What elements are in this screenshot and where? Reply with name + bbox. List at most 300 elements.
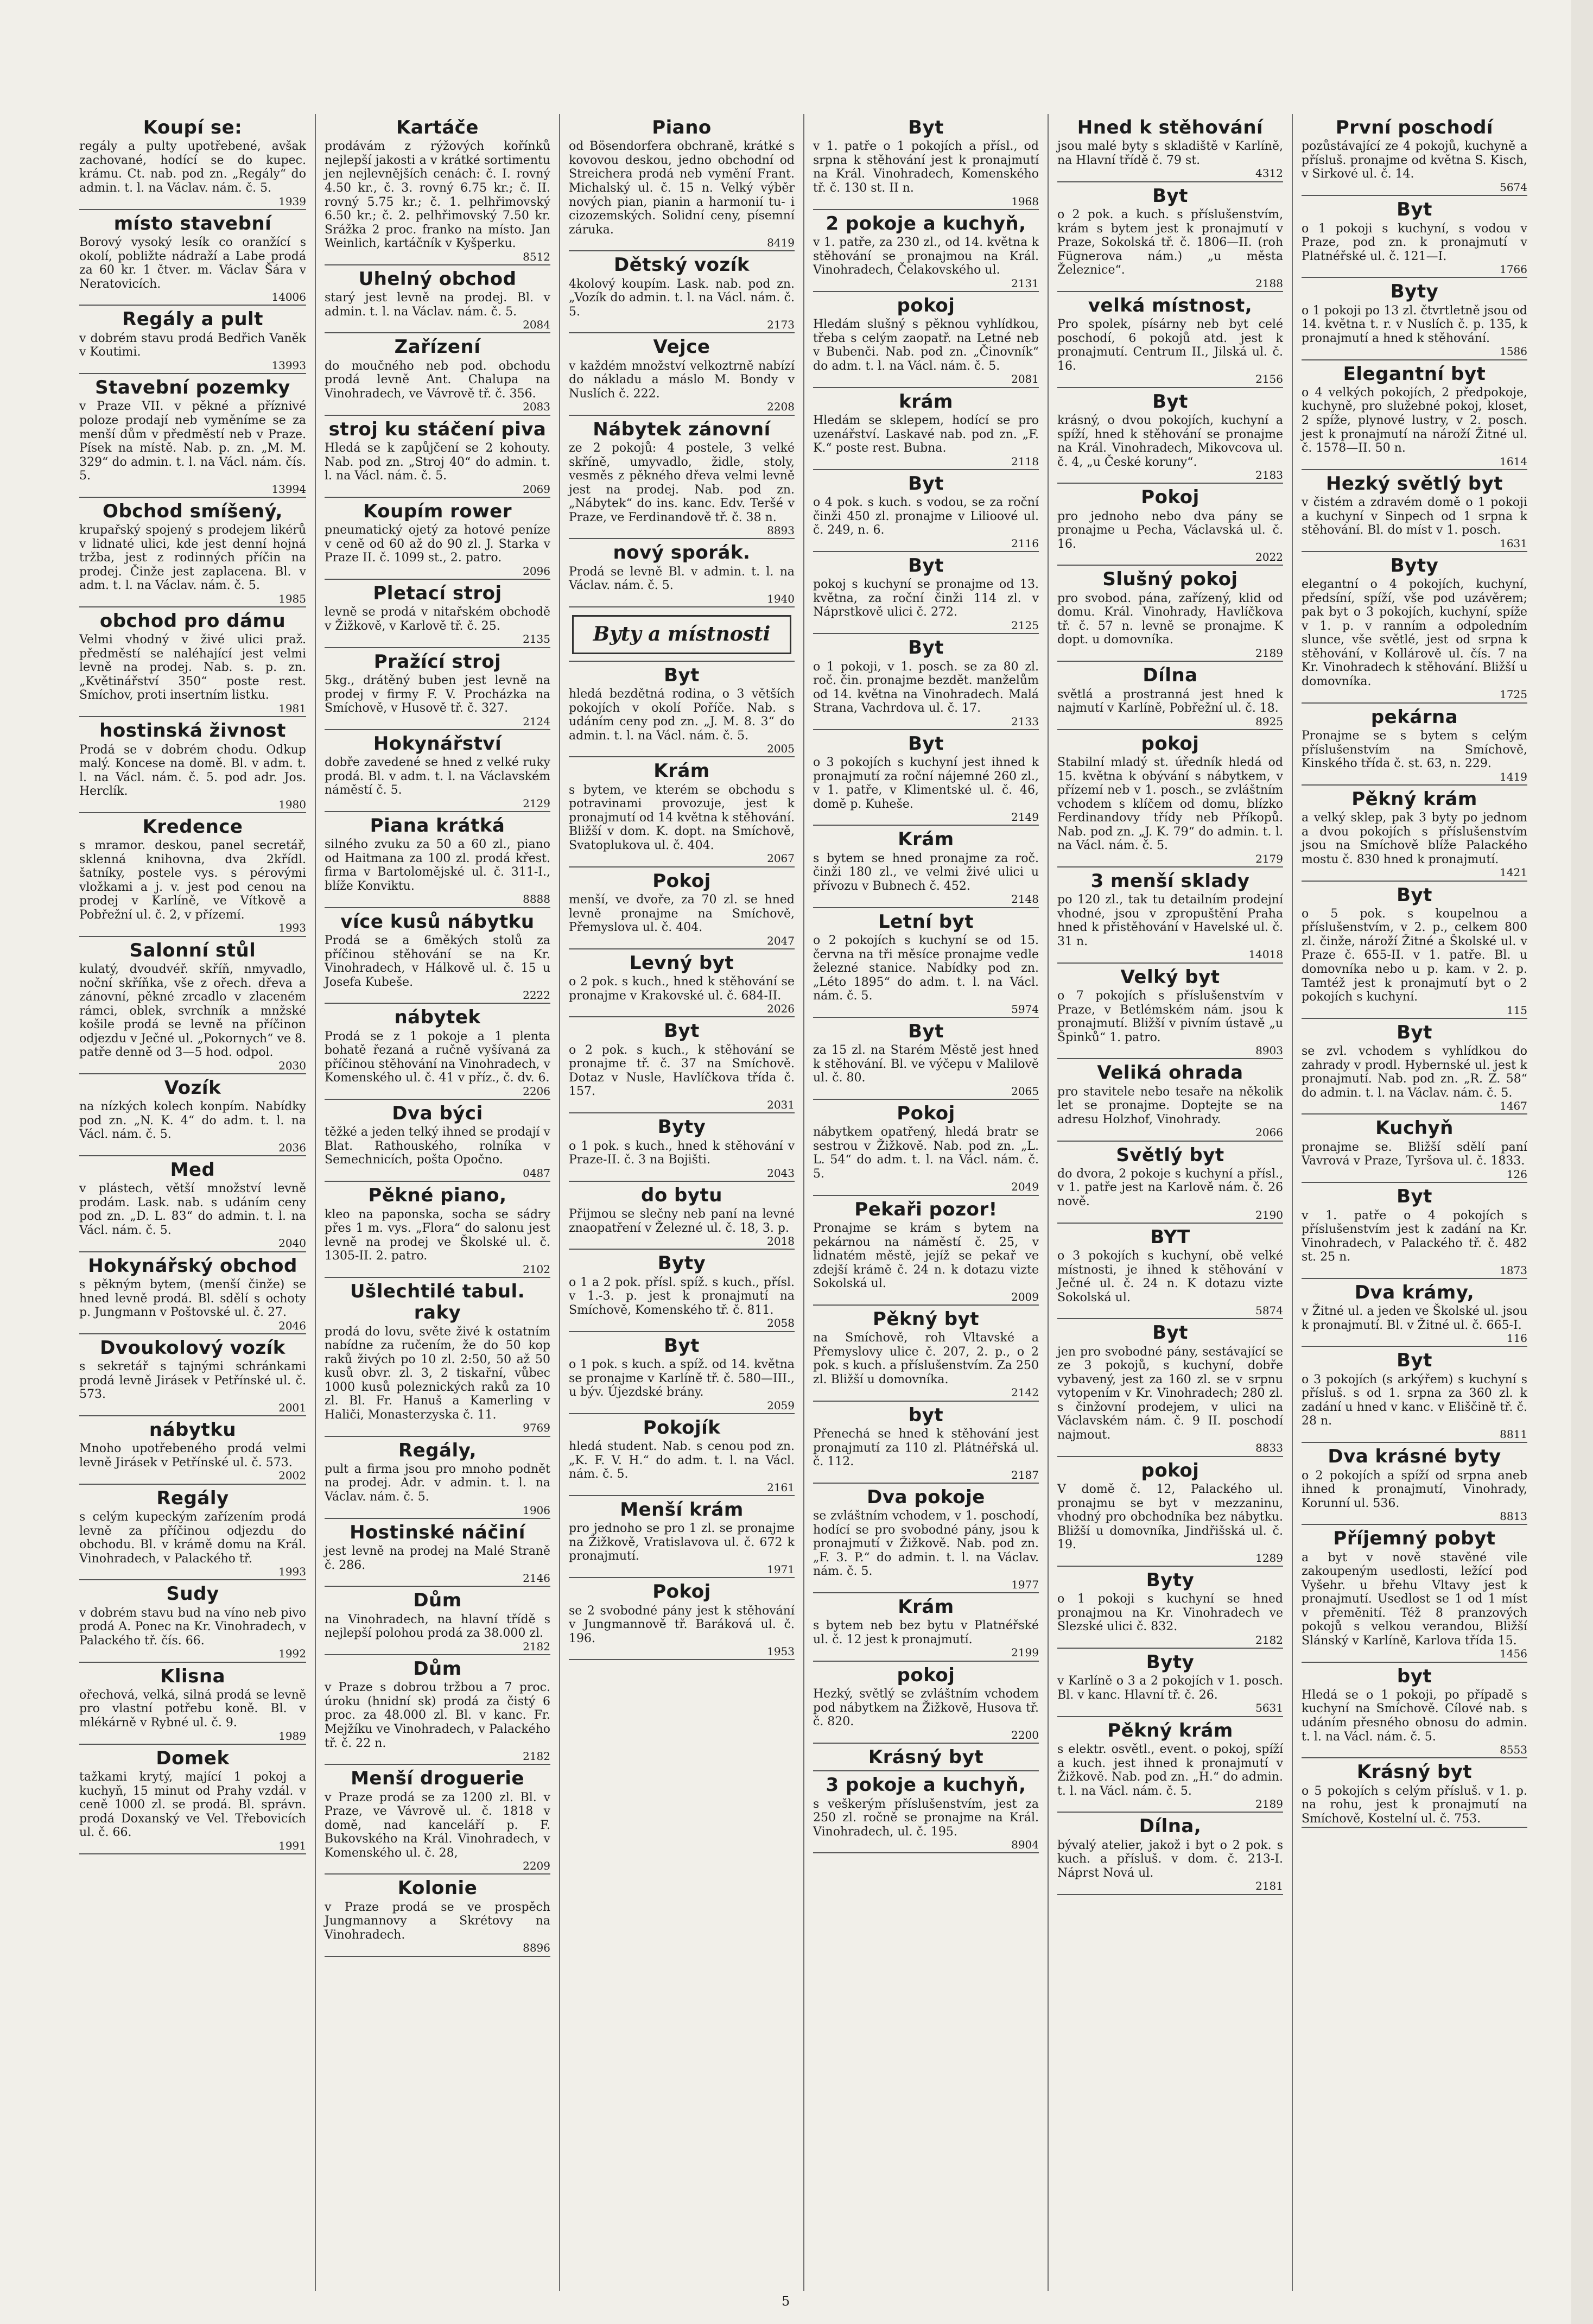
ad-body: o 2 pok. s kuch., hned k stěhování se pronajme v Krakovské ul. č. 684-II. [569, 975, 795, 1003]
ad-body: s celým kupeckým zařízením prodá levně za příčinou odjezdu do obchodu. Bl. v krámě domu na Král. Vinohradech, v Palackého tř. [79, 1510, 306, 1566]
ad-number: 1985 [278, 592, 306, 605]
ad-number: 1421 [1500, 866, 1527, 879]
ad-body: pro stavitele nebo tesaře na několik let se pronajme. Doptejte se na adresu Holzhof, Vinohrady. [1057, 1085, 1283, 1126]
ad-body: na Vinohradech, na hlavní třídě s nejlepší polohou prodá za 38.000 zl. [325, 1612, 550, 1641]
ad-heading: Byt [664, 664, 700, 686]
ad-heading: Levný byt [629, 952, 734, 974]
ad-number: 1419 [1500, 770, 1527, 783]
classified-ad [1057, 867, 1283, 964]
ad-number: 8811 [1500, 1427, 1527, 1441]
classified-ad [325, 1100, 550, 1182]
ad-heading: pokoj [1141, 732, 1199, 755]
ad-number: 1467 [1500, 1099, 1527, 1113]
classified-ad [325, 1519, 550, 1587]
ad-heading: Příjemný pobyt [1333, 1528, 1496, 1550]
ad-body: Přenechá se hned k stěhování jest pronajmutí za 110 zl. Plátnéřská ul. č. 112. [813, 1427, 1039, 1469]
column-3 [559, 114, 803, 2291]
ad-heading: Dva krámy, [1354, 1281, 1475, 1303]
classified-ad [569, 662, 795, 758]
ad-number: 8419 [767, 236, 795, 250]
ad-heading: První poschodí [1335, 117, 1494, 138]
ad-heading: Byt [1397, 884, 1432, 906]
ad-heading: Regály, [398, 1439, 477, 1461]
ad-body: kulatý, dvoudvéř. skříň, nmyvadlo, noční skříňka, vše z ořech. dřeva a zánovní, pěkné zrcadlo v zlaceném rámci, oblek, svrchník a mnžské košile prodá se levně na příčinon odjezdu v Ječné ul. „Pokornych“ ve 8. patře denně od 3—5 hod. odpol. [79, 962, 306, 1060]
ad-number: 2199 [1011, 1646, 1039, 1660]
ad-number: 2190 [1255, 1208, 1283, 1221]
classified-ad [1057, 182, 1283, 292]
classified-ad [569, 1578, 795, 1660]
ad-heading: Dům [413, 1590, 462, 1612]
classified-ad [1057, 388, 1283, 484]
classified-ad [569, 333, 795, 415]
ad-heading: Pěkné piano, [368, 1185, 507, 1207]
ad-heading: BYT [1150, 1226, 1190, 1248]
ad-heading: Byty [657, 1252, 706, 1275]
ad-heading: Regály [156, 1487, 229, 1509]
ad-heading: do bytu [641, 1184, 722, 1206]
ad-number: 14018 [1248, 948, 1283, 961]
ad-body: v Karlíně o 3 a 2 pokojích v 1. posch. Bl. v kanc. Hlavní tř. č. 26. [1057, 1674, 1283, 1702]
ad-number: 2116 [1011, 536, 1039, 550]
ad-body: na nízkých kolech konpím. Nabídky pod zn. „N. K. 4“ do adm. t. l. na Václ. nám. č. 5. [79, 1100, 306, 1142]
ad-number: 2149 [1011, 810, 1039, 824]
ad-body: se zvláštním vchodem, v 1. poschodí, hodící se pro svobodné pány, jsou k pronajmutí v Žižkově. Nab. pod zn. „F. 3. P.“ do admin. t. l. na Václav. nám. č. 5. [813, 1509, 1039, 1579]
ad-body: ořechová, velká, silná prodá se levně pro vlastní potřebu koně. Bl. v mlékárně v Rybné ul. č. 9. [79, 1688, 306, 1730]
ad-body: s bytem, ve kterém se obchodu s potravinami provozuje, jest k pronajmutí od 14 května k stěhování. Bližší v dom. K. dopt. na Smíchově, Svatoplukova ul. č. 404. [569, 783, 795, 852]
ad-number: 2096 [523, 564, 550, 578]
classified-ad [325, 333, 550, 415]
ad-heading: Uhelný obchod [358, 268, 517, 290]
classified-ad [569, 1113, 795, 1182]
ad-number: 2084 [523, 318, 550, 332]
ad-number: 1725 [1500, 688, 1527, 701]
ad-body: o 2 pok. a kuch. s příslušenstvím, krám s bytem jest k pronajmutí v Praze, Sokolská tř. č. 1806—II. (roh Fügnerova nám.) „u města Železnice“. [1057, 208, 1283, 277]
ad-number: 1991 [278, 1839, 306, 1852]
ad-number: 1614 [1500, 454, 1527, 468]
classified-ad [1302, 882, 1527, 1019]
ad-body: Pronajme se s bytem s celým příslušenstvím na Smíchově, Kinského třída č. st. 63, n. 229. [1302, 729, 1527, 771]
classified-ad [1302, 1347, 1527, 1443]
ad-body: a byt v nově stavěné vile zakoupeným usedlosti, ležící pod Vyšehr. u břehu Vltavy jest k pronajmutí. Usedlost se 1 od 1 míst v přeměnití. Též 8 pranzových pokojů s velkou verandou, Bližší Slánský v Karlíně, Karlova třída 15. [1302, 1550, 1527, 1648]
ad-body: pro svobod. pána, zařízený, klid od domu. Král. Vinohrady, Havlíčkova tř. č. 57 n. levně se pronajme. K dopt. u domovníka. [1057, 591, 1283, 647]
ad-number: 2182 [1255, 1633, 1283, 1647]
ad-heading: Obchod smíšený, [103, 500, 283, 522]
column-5 [1048, 114, 1292, 2291]
classified-ad [79, 114, 306, 210]
classified-ad [79, 937, 306, 1074]
ad-body: s sekretář s tajnými schránkami prodá levně Jirásek v Petřínské ul. č. 573. [79, 1360, 306, 1402]
ad-body: v 1. patře o 1 pokojích a přísl., od srpna k stěhování jest k pronajmutí na Král. Vinohradech, Komenského tř. č. 130 st. II n. [813, 140, 1039, 195]
classified-ad [569, 1332, 795, 1414]
ad-number: 0487 [523, 1166, 550, 1180]
ad-heading: krám [899, 390, 953, 413]
ad-heading: Krám [898, 828, 954, 851]
ad-heading: Byt [908, 637, 944, 659]
ad-number: 1981 [278, 701, 306, 715]
ad-number: 2133 [1011, 714, 1039, 728]
ad-number: 2135 [523, 632, 550, 646]
ad-number: 1873 [1500, 1263, 1527, 1277]
column-4 [803, 114, 1048, 2291]
ad-number: 2049 [1011, 1180, 1039, 1194]
classified-ad [1057, 292, 1283, 388]
ad-heading: Hned k stěhování [1077, 117, 1264, 138]
ad-heading: Ušlechtilé tabul. raky [350, 1280, 525, 1324]
ad-body: na Smíchově, roh Vltavské a Přemyslovy ulice č. 207, 2. p., o 2 pok. s kuch. a příslušenstvím. Za 250 zl. Bližší u domovníka. [813, 1331, 1039, 1386]
ad-number: 2173 [767, 318, 795, 332]
ad-body: o 1 pokoji s kuchyní se hned pronajmou na Kr. Vinohradech ve Slezské ulici č. 832. [1057, 1592, 1283, 1634]
ad-heading: Byt [1397, 1186, 1432, 1208]
ad-heading: Byty [657, 1116, 706, 1138]
ad-body: v Praze VII. v pěkné a příznivé poloze prodají neb vyměníme se za menší dům v předměstí neb v Praze. Písek na místě. Nab. p. zn. „M. M. 329“ do admin. t. l. na Václ. nám. čís. 5. [79, 400, 306, 483]
ad-number: 2124 [523, 714, 550, 728]
column-2 [315, 114, 559, 2291]
ad-body: Hledám slušný s pěknou vyhlídkou, třeba s celým zaopatř. na Letné neb v Bubenči. Nab. pod zn. „Činovník“ do adm. t. l. na Václ. nám. č. 5. [813, 318, 1039, 373]
ad-heading: Vozík [164, 1076, 221, 1099]
classified-ad [1302, 278, 1527, 360]
ad-number: 2182 [523, 1639, 550, 1653]
classified-ad [325, 730, 550, 812]
classified-ad [79, 498, 306, 607]
ad-body: menší, ve dvoře, za 70 zl. se hned levně pronajme na Smíchově, Přemyslova ul. č. 404. [569, 893, 795, 935]
ad-number: 1906 [523, 1503, 550, 1517]
classified-ad [569, 539, 795, 607]
ad-body: za 15 zl. na Starém Městě jest hned k stěhování. Bl. ve výčepu v Malilově ul. č. 80. [813, 1043, 1039, 1085]
ad-heading: Menší krám [620, 1498, 744, 1521]
classified-ad [1057, 1224, 1283, 1320]
ad-number: 13994 [271, 482, 306, 496]
classified-ad [1057, 1142, 1283, 1224]
ad-number: 8553 [1500, 1743, 1527, 1757]
ad-body: pro jednoho nebo dva pány se pronajme u Pecha, Václavská ul. č. 16. [1057, 509, 1283, 551]
ad-heading: pekárna [1370, 706, 1458, 728]
ad-number: 2081 [1011, 372, 1039, 386]
classified-ad [1057, 1319, 1283, 1457]
ad-body: s bytem neb bez bytu v Platnéřské ul. č. 12 jest k pronajmutí. [813, 1619, 1039, 1647]
classified-ad [325, 1437, 550, 1519]
ad-body: hledá student. Nab. s cenou pod zn. „K. F. V. H.“ do adm. t. l. na Václ. nám. č. 5. [569, 1440, 795, 1481]
ad-number: 2065 [1011, 1084, 1039, 1098]
ad-number: 2046 [278, 1319, 306, 1332]
ad-body: o 1 pokoji s kuchyní, s vodou v Praze, pod zn. k pronajmutí v Platnéřské ul. č. 121—I. [1302, 221, 1527, 263]
classified-ad [325, 1587, 550, 1655]
ad-body: 5kg., drátěný buben jest levně na prodej v firmy F. V. Procházka na Smíchově, v Husově tř. č. 327. [325, 674, 550, 715]
classified-ad [1057, 566, 1283, 662]
ad-number: 8893 [767, 524, 795, 537]
ad-number: 2208 [767, 400, 795, 414]
ad-heading: pokoj [897, 1664, 955, 1686]
ad-body: v 1. patře, za 230 zl., od 14. května k stěhování se pronajmou na Král. Vinohradech, Čelakovského ul. [813, 236, 1039, 277]
classified-ad [1302, 1758, 1527, 1828]
ad-heading: Hokynářský obchod [88, 1255, 297, 1277]
ad-heading: Hostinské náčiní [350, 1521, 525, 1543]
classified-ad [813, 634, 1039, 730]
classified-ad [1057, 1649, 1283, 1717]
classified-ad [813, 470, 1039, 552]
ad-heading: Pokoj [652, 1581, 711, 1603]
classified-ad [325, 1004, 550, 1100]
ad-number: 1940 [767, 592, 795, 605]
ad-heading: byt [1397, 1665, 1432, 1687]
classified-ad [325, 265, 550, 334]
ad-number: 2001 [278, 1401, 306, 1414]
classified-ad [569, 607, 795, 662]
ad-body: po 120 zl., tak tu detailním prodejní vhodné, jsou v zpropuštění Praha hned k přistěhování v Havelské ul. č. 31 n. [1057, 893, 1283, 948]
ad-number: 2026 [767, 1002, 795, 1016]
ad-body: o 3 pokojích (s arkýřem) s kuchyní s přísluš. s od 1. srpna za 360 zl. k zadání u hned v kanc. v Eliščině tř. č. 28 n. [1302, 1372, 1527, 1428]
ad-body: dobře zavedené se hned z velké ruky prodá. Bl. v adm. t. l. na Václavském náměstí č. 5. [325, 756, 550, 797]
classified-ad [813, 826, 1039, 908]
ad-body: světlá a prostranná jest hned k najmutí v Karlíně, Pobřežní ul. č. 18. [1057, 687, 1283, 715]
ad-number: 116 [1506, 1332, 1527, 1345]
ad-number: 1992 [278, 1647, 306, 1661]
classified-ad [1302, 1183, 1527, 1279]
ad-heading: Dílna [1143, 664, 1198, 687]
ad-number: 2189 [1255, 1797, 1283, 1811]
classified-ad [1302, 786, 1527, 882]
classified-ad [79, 1156, 306, 1252]
ad-body: pneumatický ojetý za hotové peníze v ceně od 60 až do 90 zl. J. Starka v Praze II. č. 1099 st., 2. patro. [325, 523, 550, 565]
ad-number: 2206 [523, 1084, 550, 1098]
ad-heading: Dva krásné byty [1328, 1446, 1501, 1468]
ad-heading: nový sporák. [613, 542, 751, 564]
ad-number: 2047 [767, 934, 795, 947]
ad-heading: Pletací stroj [373, 582, 502, 604]
ad-body: Prodá se levně Bl. v admin. t. l. na Václav. nám. č. 5. [569, 565, 795, 593]
ad-body: s pěkným bytem, (menší činže) se hned levně prodá. Bl. sdělí s ochoty p. Jungmann v Poštovské ul. č. 27. [79, 1278, 306, 1320]
classified-ad [569, 867, 795, 949]
ad-body: v dobrém stavu prodá Bedřich Vaněk v Koutimi. [79, 331, 306, 359]
ad-heading: Byt [908, 472, 944, 495]
ad-heading: Byt [1152, 390, 1188, 413]
ad-number: 5674 [1500, 180, 1527, 194]
ad-number: 5631 [1255, 1701, 1283, 1715]
classified-ad [325, 1875, 550, 1956]
ad-body: o 5 pok. s koupelnou a příslušenstvím, v 2. p., celkem 800 zl. činže, nároží Žitné a Školské ul. v Praze č. 655-II. v 1. patře. Bl. u domovníka nebo u p. kam. v 2. p. Tamtéž jest k pronajmutí byt o 2 pokojích s kuchyní. [1302, 907, 1527, 1004]
ad-heading: Pěkný krám [1351, 788, 1477, 810]
ad-body: pozůstávající ze 4 pokojů, kuchyně a přísluš. pronajme od května S. Kisch, v Sirkové ul. č. 14. [1302, 140, 1527, 181]
ad-heading: 3 pokoje a kuchyň, [826, 1774, 1026, 1796]
ad-body: v plástech, větší množství levně prodám. Lask. nab. s udáním ceny pod zn. „D. L. 83“ do admin. t. l. na Václ. nám. č. 5. [79, 1182, 306, 1237]
classified-ad [1302, 1019, 1527, 1115]
ad-heading: Hezký světlý byt [1325, 472, 1503, 495]
ad-number: 2183 [1255, 468, 1283, 482]
ad-number: 2188 [1255, 276, 1283, 290]
ad-number: 8903 [1255, 1044, 1283, 1057]
ad-heading: Koupím rower [363, 500, 512, 522]
ad-heading: Pokoj [897, 1102, 955, 1124]
classified-ad [325, 416, 550, 498]
ad-number: 9769 [523, 1421, 550, 1435]
ad-number: 5874 [1255, 1304, 1283, 1318]
ad-body: Hledá se k zapůjčení se 2 kohouty. Nab. pod zn. „Stroj 40“ do admin. t. l. na Václ. nám. č. 5. [325, 441, 550, 483]
classified-ad [569, 251, 795, 333]
classified-ad [813, 1196, 1039, 1306]
ad-body: v Praze s dobrou tržbou a 7 proc. úroku (hnidní sk) prodá za čistý 6 proc. za 48.000 zl. Bl. v kanc. Fr. Mejžíku ve Vinohradech, v Palackého tř. č. 22 n. [325, 1681, 550, 1750]
ad-body: prodá do lovu, světe živé k ostatním nabídne za ručením, že do 50 kop raků živých po 10 zl. 2:50, 50 až 50 kusů obvr. zl. 3, 2 tiskařní, vůbec 1000 kusů poleznických raků za 10 zl. Bl. Fr. Hanuš a Kamerling v Haliči, Monasterzyska č. 11. [325, 1325, 550, 1422]
ad-heading: Byt [908, 117, 944, 138]
ad-number: 1631 [1500, 536, 1527, 550]
classified-ad [1302, 1443, 1527, 1525]
classified-ad [325, 580, 550, 648]
ad-number: 2161 [767, 1480, 795, 1494]
ad-body: pronajme se. Bližší sdělí paní Vavrová v Praze, Tyršova ul. č. 1833. [1302, 1140, 1527, 1168]
ad-body: o 2 pok. s kuch., k stěhování se pronajme tř. č. 37 na Smíchově. Dotaz v Nusle, Havlíčkova třída č. 157. [569, 1043, 795, 1099]
ad-body: nábytkem opatřený, hledá bratr se sestrou v Žižkově. Nab. pod zn. „L. L. 54“ do adm. t. l. na Václ. nám. č. 5. [813, 1125, 1039, 1181]
ad-body: o 1 pokoji po 13 zl. čtvrtletně jsou od 14. května t. r. v Nuslích č. p. 135, k pronajmutí a hned k stěhování. [1302, 303, 1527, 345]
ad-heading: Byty [1390, 554, 1439, 577]
ad-number: 2002 [278, 1469, 306, 1483]
ad-heading: Byty [1146, 1651, 1195, 1673]
ad-heading: Kredence [142, 815, 243, 838]
ad-heading: pokoj [897, 294, 955, 316]
ad-body: Stabilní mladý st. úředník hledá od 15. května k obývání s nábytkem, v přízemí neb v 1. posch., se zvláštním vchodem s klíčem od domu, blízko Ferdinandovy třídy neb Příkopů. Nab. pod zn. „J. K. 79“ do admin. t. l. na Václ. nám. č. 5. [1057, 756, 1283, 853]
ad-body: Prodá se a 6měkých stolů za příčinou stěhování se na Kr. Vinohradech, v Hálkově ul. č. 15 u Josefa Kubeše. [325, 934, 550, 989]
ad-body: ze 2 pokojů: 4 postele, 3 velké skříně, umyvadlo, židle, stoly, vesměs z pěkného dřeva velmi levně jest na prodej. Nab. pod zn. „Nábytek“ do ins. kanc. Edv. Teršé v Praze, ve Ferdinandově tř. č. 38 n. [569, 441, 795, 524]
classified-ad [1057, 484, 1283, 566]
ad-heading: Byt [908, 1020, 944, 1042]
ad-body: Pro spolek, písárny neb byt celé poschodí, 6 pokojů atd. jest k pronajmutí. Centrum II., Jilská ul. č. 16. [1057, 318, 1283, 373]
ad-body: o 5 pokojích s celým přísluš. v 1. p. na rohu, jest k pronajmutí na Smíchově, Kostelní ul. č. 753. [1302, 1784, 1527, 1826]
ad-number: 1971 [767, 1562, 795, 1576]
ad-heading: Byty [1146, 1569, 1195, 1591]
ad-body: Mnoho upotřebeného prodá velmi levně Jirásek v Petřínské ul. č. 573. [79, 1442, 306, 1470]
ad-number: 2179 [1255, 852, 1283, 865]
ad-body: se zvl. vchodem s vyhlídkou do zahrady v prodl. Hybernské ul. jest k pronajmutí. Nab. pod zn. „R. Z. 58“ do admin. t. l. na Václav. nám. č. 5. [1302, 1044, 1527, 1100]
ad-body: a velký sklep, pak 3 byty po jednom a dvou pokojích s příslušenstvím jsou na Smíchově blíže Palackého mostu č. 830 hned k pronajmutí. [1302, 811, 1527, 866]
ad-heading: Krásný byt [868, 1746, 984, 1768]
ad-heading: Byty [1390, 281, 1439, 303]
classified-ad [79, 1334, 306, 1416]
classified-ad [813, 1662, 1039, 1744]
ad-body: s mramor. deskou, panel secretář, sklenná knihovna, dva 2křídl. šatníky, postele vys. s pérovými vložkami a j. v. jest pod cenou na prodej v Karlíně, ve Vítkově a Pobřežní ul. č. 2, v přízemí. [79, 839, 306, 922]
ad-number: 1989 [278, 1729, 306, 1743]
ad-body: prodávám z rýžových kořínků nejlepší jakosti a v krátké sortimentu jen nejlevnějších cenách: č. I. rovný 4.50 kr., č. 3. rovný 6.75 kr.; č. II. rovný 5.75 kr.; č. 1. pelhřimovský 6.50 kr.; č. 2. pelhřimovský 7.50 kr. Srážka 2 proc. franko na místo. Jan Weinlich, kartáčník v Kyšperku. [325, 140, 550, 251]
ad-heading: Byt [664, 1020, 700, 1042]
ad-body: pro jednoho se pro 1 zl. se pronajme na Žižkově, Vratislavova ul. č. 672 k pronajmutí. [569, 1522, 795, 1563]
section-banner: Byty a místnosti [572, 615, 791, 654]
classified-ad [813, 1771, 1039, 1853]
ad-body: Pronajme se krám s bytem na pekárnou na náměstí č. 25, v lidnatém městě, jejíž se pekař ve zdejší krámě č. 24 n. k dotazu vizte Sokolská ul. [813, 1221, 1039, 1291]
classified-ad [325, 1278, 550, 1437]
classified-ad [1302, 470, 1527, 552]
classified-ad [569, 416, 795, 540]
ad-heading: velká místnost, [1088, 294, 1253, 316]
ad-heading: Byt [1152, 185, 1188, 207]
ad-body: o 4 pok. s kuch. s vodou, se za roční činži 450 zl. pronajme v Lilioové ul. č. 249, n. 6. [813, 496, 1039, 537]
ad-heading: Byt [908, 554, 944, 577]
ad-body: jsou malé byty s skladiště v Karlíně, na Hlavní třídě č. 79 st. [1057, 140, 1283, 167]
ad-body: s veškerým příslušenstvím, jest za 250 zl. ročně se pronajme na Král. Vinohradech, ul. č. 195. [813, 1797, 1039, 1839]
ad-number: 126 [1506, 1167, 1527, 1181]
ad-body: kleo na paponska, socha se sádry přes 1 m. vys. „Flora“ do salonu jest levně na prodej ve Školské ul. č. 1305-II. 2. patro. [325, 1207, 550, 1263]
ad-heading: Sudy [166, 1583, 219, 1605]
ad-heading: Dvoukolový vozík [100, 1337, 285, 1359]
classified-ad [325, 908, 550, 1004]
classified-ad [79, 813, 306, 937]
classified-ad [1302, 196, 1527, 278]
ad-number: 2131 [1011, 276, 1039, 290]
ad-number: 2058 [767, 1316, 795, 1330]
ad-body: o 2 pokojích s kuchyní se od 15. června na tři měsíce pronajme vedle železné stanice. Nabídky pod zn. „Léto 1895“ do adm. t. l. na Václ. nám. č. 5. [813, 934, 1039, 1003]
ad-heading: Salonní stůl [129, 939, 256, 961]
ad-heading: Piano [652, 117, 712, 138]
ad-number: 14006 [271, 290, 306, 304]
ad-number: 1977 [1011, 1578, 1039, 1591]
ad-body: Hezký, světlý se zvláštním vchodem pod nábytkem na Žižkově, Husova tř. č. 820. [813, 1687, 1039, 1729]
ad-body: hledá bezdětná rodina, o 3 větších pokojích v okolí Poříče. Nab. s udáním ceny pod zn. „J. M. 8. 3“ do admin. t. l. na Václ. nám. č. 5. [569, 687, 795, 743]
ad-heading: Krásný byt [1356, 1761, 1473, 1783]
ad-body: Přijmou se slečny neb paní na levné znaopatření v Železné ul. č. 18, 3. p. [569, 1207, 795, 1235]
ad-number: 1980 [278, 797, 306, 811]
classified-ad [325, 812, 550, 908]
classified-ad [79, 210, 306, 306]
classified-ad [79, 1416, 306, 1485]
ad-body: s bytem se hned pronajme za roč. činži 180 zl., ve velmi živé ulici u přívozu v Bubnech č. 452. [813, 851, 1039, 893]
ad-number: 2030 [278, 1059, 306, 1072]
ad-heading: stroj ku stáčení piva [328, 418, 547, 440]
ad-heading: Byt [1152, 1322, 1188, 1344]
classified-ad [813, 210, 1039, 292]
ad-heading: Klisna [160, 1665, 226, 1687]
ad-heading: Kolonie [397, 1877, 478, 1899]
column-1 [71, 114, 315, 2291]
ad-number: 1968 [1011, 194, 1039, 208]
ad-number: 2067 [767, 852, 795, 865]
classified-ad [813, 114, 1039, 210]
ad-body: pult a firma jsou pro mnoho podnět na prodej. Adr. v admin. t. l. na Václav. nám. č. 5. [325, 1462, 550, 1504]
ad-number: 2036 [278, 1141, 306, 1154]
ad-number: 2066 [1255, 1126, 1283, 1139]
ad-body: bývalý atelier, jakož i byt o 2 pok. s kuch. a přísluš. v dom. č. 213-I. Náprst Nová ul. [1057, 1838, 1283, 1880]
classified-ad [1057, 1059, 1283, 1141]
classified-ad [325, 1655, 550, 1765]
classified-ad [1057, 1457, 1283, 1567]
ad-heading: Krám [653, 760, 710, 782]
ad-body: Velmi vhodný v živé ulici praž. předměstí se naléhající jest velmi levně na prodej. Nab. s. p. zn. „Květinářství 350“ poste rest. Smíchov, proti insertním listku. [79, 633, 306, 702]
ad-body: o 1 pok. s kuch., hned k stěhování v Praze-II. č. 3 na Bojišti. [569, 1139, 795, 1167]
ad-heading: Slušný pokoj [1102, 568, 1238, 591]
ad-body: o 1 pok. s kuch. a spíž. od 14. května se pronajme v Karlíně tř. č. 580—III., u býv. Újezdské brány. [569, 1358, 795, 1400]
ad-body: o 1 pokoji, v 1. posch. se za 80 zl. roč. čin. pronajme bezdět. manželům od 14. května na Vinohradech. Malá Strana, Vachrdova ul. č. 17. [813, 660, 1039, 715]
ad-number: 8512 [523, 250, 550, 263]
ad-heading: Dva býci [392, 1102, 483, 1124]
ad-heading: Menší droguerie [351, 1768, 524, 1790]
classified-ad [813, 292, 1039, 388]
ad-heading: Elegantní byt [1343, 363, 1486, 385]
ad-heading: Domek [156, 1747, 230, 1769]
ad-body: s elektr. osvětl., event. o pokoj, spíží a kuch. jest ihned k pronajmutí v Žižkově. Nab. pod zn. „H.“ do admin. t. l. na Václ. nám. č. 5. [1057, 1743, 1283, 1798]
ad-number: 2018 [767, 1234, 795, 1248]
classified-ad [569, 949, 795, 1018]
ad-body: Hledá se o 1 pokoji, po případě s kuchyní na Smíchově. Cílové nab. s udáním přesného obnosu do admin. t. l. na Václ. nám. č. 5. [1302, 1688, 1527, 1744]
ad-body: o 7 pokojích s příslušenstvím v Praze, v Betlémském nám. jsou k pronajmutí. Bližší v pivním ústavě „u Špinků“ 1. patro. [1057, 989, 1283, 1044]
classified-ad [813, 1744, 1039, 1771]
ad-heading: obchod pro dámu [99, 610, 286, 632]
ad-heading: Byt [1397, 199, 1432, 221]
ad-number: 2129 [523, 796, 550, 810]
ad-number: 8813 [1500, 1510, 1527, 1523]
ad-heading: Pražící stroj [373, 650, 502, 673]
ad-number: 2043 [767, 1166, 795, 1180]
classified-ad [1302, 114, 1527, 196]
ad-body: krásný, o dvou pokojích, kuchyní a spíží, hned k stěhování se pronajme na Král. Vinohradech, Mikovcova ul. č. 4, „u České koruny“. [1057, 413, 1283, 469]
ad-number: 2222 [523, 989, 550, 1002]
ad-body: v 1. patře o 4 pokojích s příslušenstvím jest k zadání na Kr. Vinohradech, v Palackého tř. č. 482 st. 25 n. [1302, 1208, 1527, 1264]
ad-number: 2083 [523, 400, 550, 414]
ad-heading: Kartáče [396, 117, 479, 138]
ad-body: elegantní o 4 pokojích, kuchyní, předsíní, spíží, vše pod uzávěrem; pak byt o 3 pokojích, kuchyní, spíže v 1. p. v ranním a odpoledním slunce, vše světlé, jest od srpna k stěhování, v Kollárově ul. čís. 7 na Kr. Vinohradech k stěhování. Bližší u domovníka. [1302, 578, 1527, 688]
